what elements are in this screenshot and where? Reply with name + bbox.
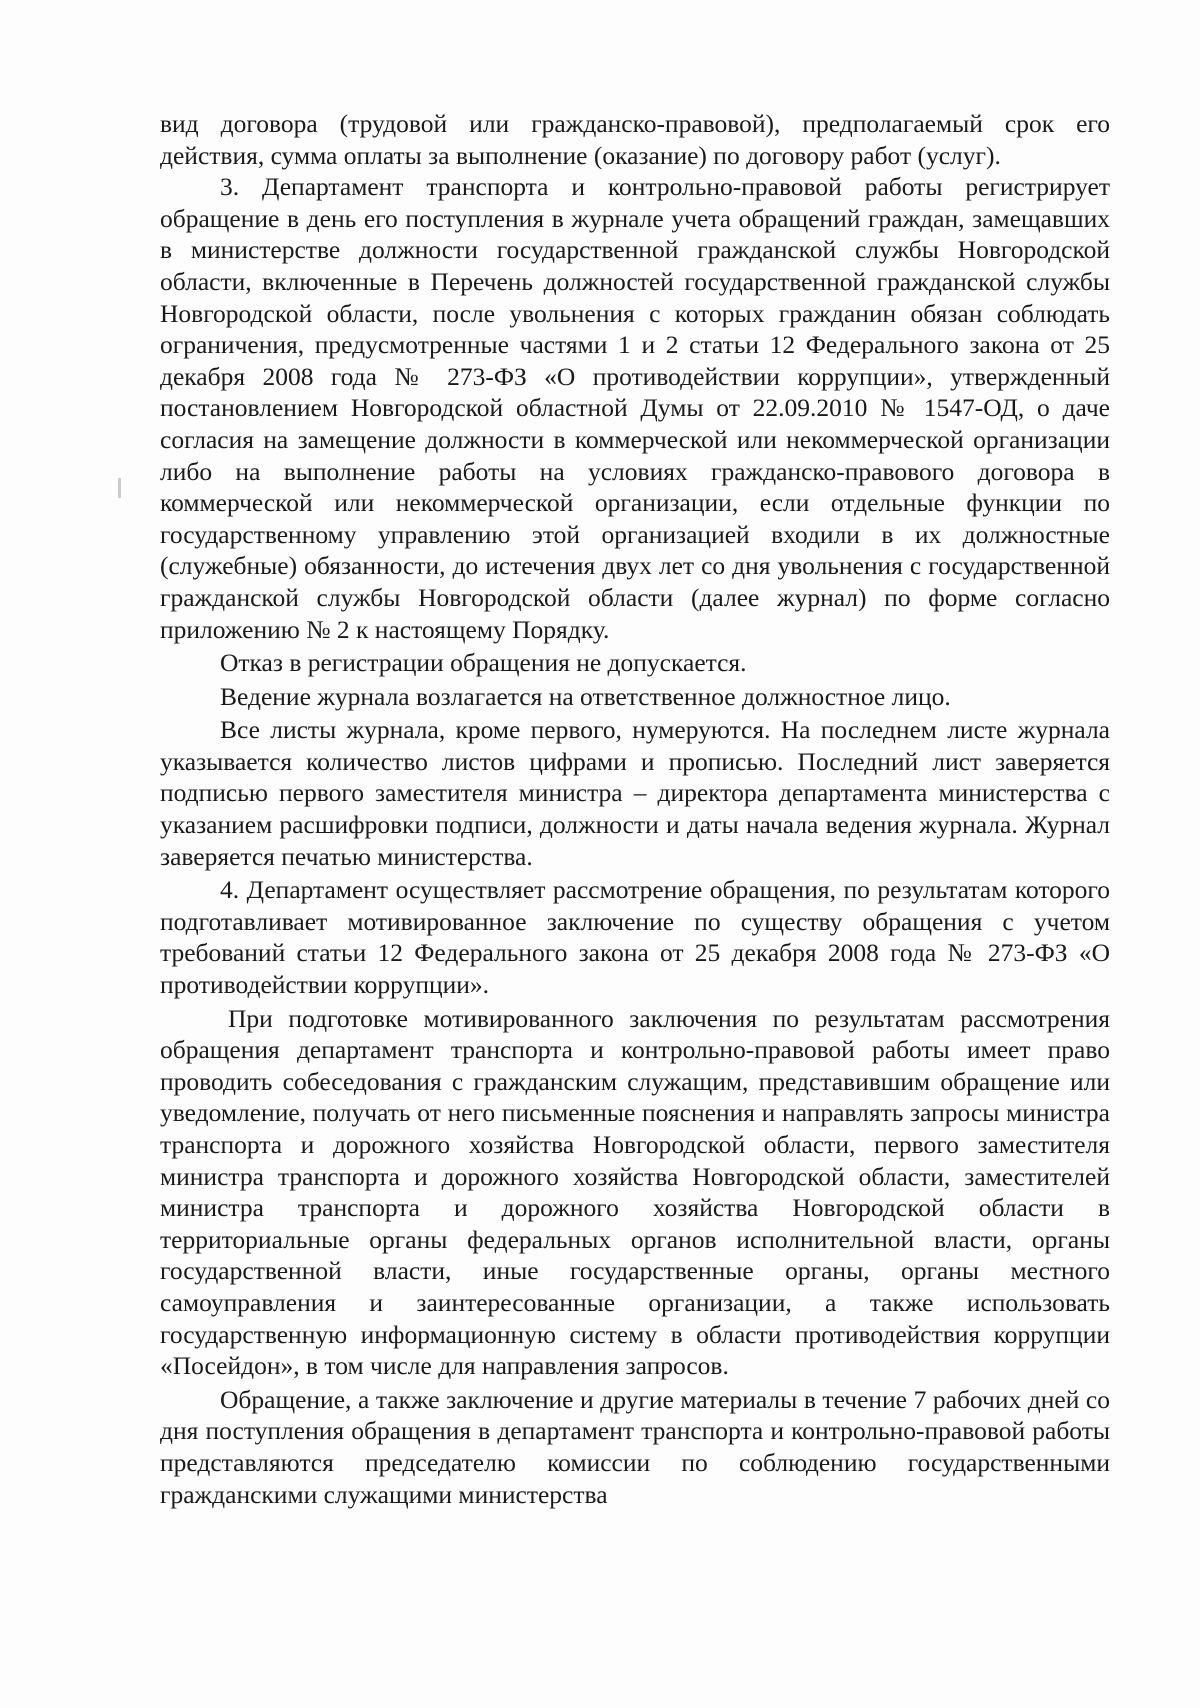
paragraph-journal-keeping: Ведение журнала возлагается на ответственное должностное лицо. [220,681,951,711]
paragraph-conclusion-preparation: При подготовке мотивированного заключения по результатам рассмотрения обращения департамент транспорта и контрольно-правовой работы имеет право проводить собеседования с гражданским служащим, представившим обращение или уведомление, получать от него письменные пояснения и направлять запросы министра транспорта и дорожного хозяйства Новгородской области, первого заместителя министра транспорта и дорожного хозяйства Новгородской области, заместителей министра транспорта и дорожного хозяйства Новгородской области в территориальные органы федеральных органов исполнительной власти, органы государственной власти, иные государственные органы, органы местного самоуправления и заинтересованные организации, а также использовать государственную информационную систему в области противодействия коррупции «Посейдон», в том числе для направления запросов. [160,1003,1110,1381]
scan-artifact [118,478,121,498]
paragraph-item-3-registration: 3. Департамент транспорта и контрольно-правовой работы регистрирует обращение в день его поступления в журнале учета обращений граждан, замещавших в министерстве должности государственной гражданской службы Новгородской области, включенные в Перечень должностей государственной гражданской службы Новгородской области, после увольнения с которых гражданин обязан соблюдать ограничения, предусмотренные частями 1 и 2 статьи 12 Федерального закона от 25 декабря 2008 года № 273-ФЗ «О противодействии коррупции», утвержденный постановлением Новгородской областной Думы от 22.09.2010 № 1547-ОД, о даче согласия на замещение должности в коммерческой или некоммерческой организации либо на выполнение работы на условиях гражданско-правового договора в коммерческой или некоммерческой организации, если отдельные функции по государственному управлению этой организацией входили в их должностные (служебные) обязанности, до истечения двух лет со дня увольнения с государственной гражданской службы Новгородской области (далее журнал) по форме согласно приложению № 2 к настоящему Порядку. [160,172,1110,644]
paragraph-submission-to-commission: Обращение, а также заключение и другие материалы в течение 7 рабочих дней со дня поступления обращения в департамент транспорта и контрольно-правовой работы представляются председателю комиссии по соблюдению государственными гражданскими служащими министерства [160,1384,1110,1509]
paragraph-journal-sheets: Все листы журнала, кроме первого, нумеруются. На последнем листе журнала указывается количество листов цифрами и прописью. Последний лист заверяется подписью первого заместителя министра – директора департамента министерства с указанием расшифровки подписи, должности и даты начала ведения журнала. Журнал заверяется печатью министерства. [160,715,1110,871]
paragraph-item-4-review: 4. Департамент осуществляет рассмотрение обращения, по результатам которого подготавливает мотивированное заключение по существу обращения с учетом требований статьи 12 Федерального закона от 25 декабря 2008 года № 273-ФЗ «О противодействии коррупции». [160,875,1110,1000]
paragraph-refusal-not-allowed: Отказ в регистрации обращения не допускается. [220,648,747,678]
paragraph-contract-details: вид договора (трудовой или гражданско-правовой), предполагаемый срок его действия, сумма оплаты за выполнение (оказание) по договору работ (услуг). [160,109,1110,170]
document-body [160,108,1110,1510]
